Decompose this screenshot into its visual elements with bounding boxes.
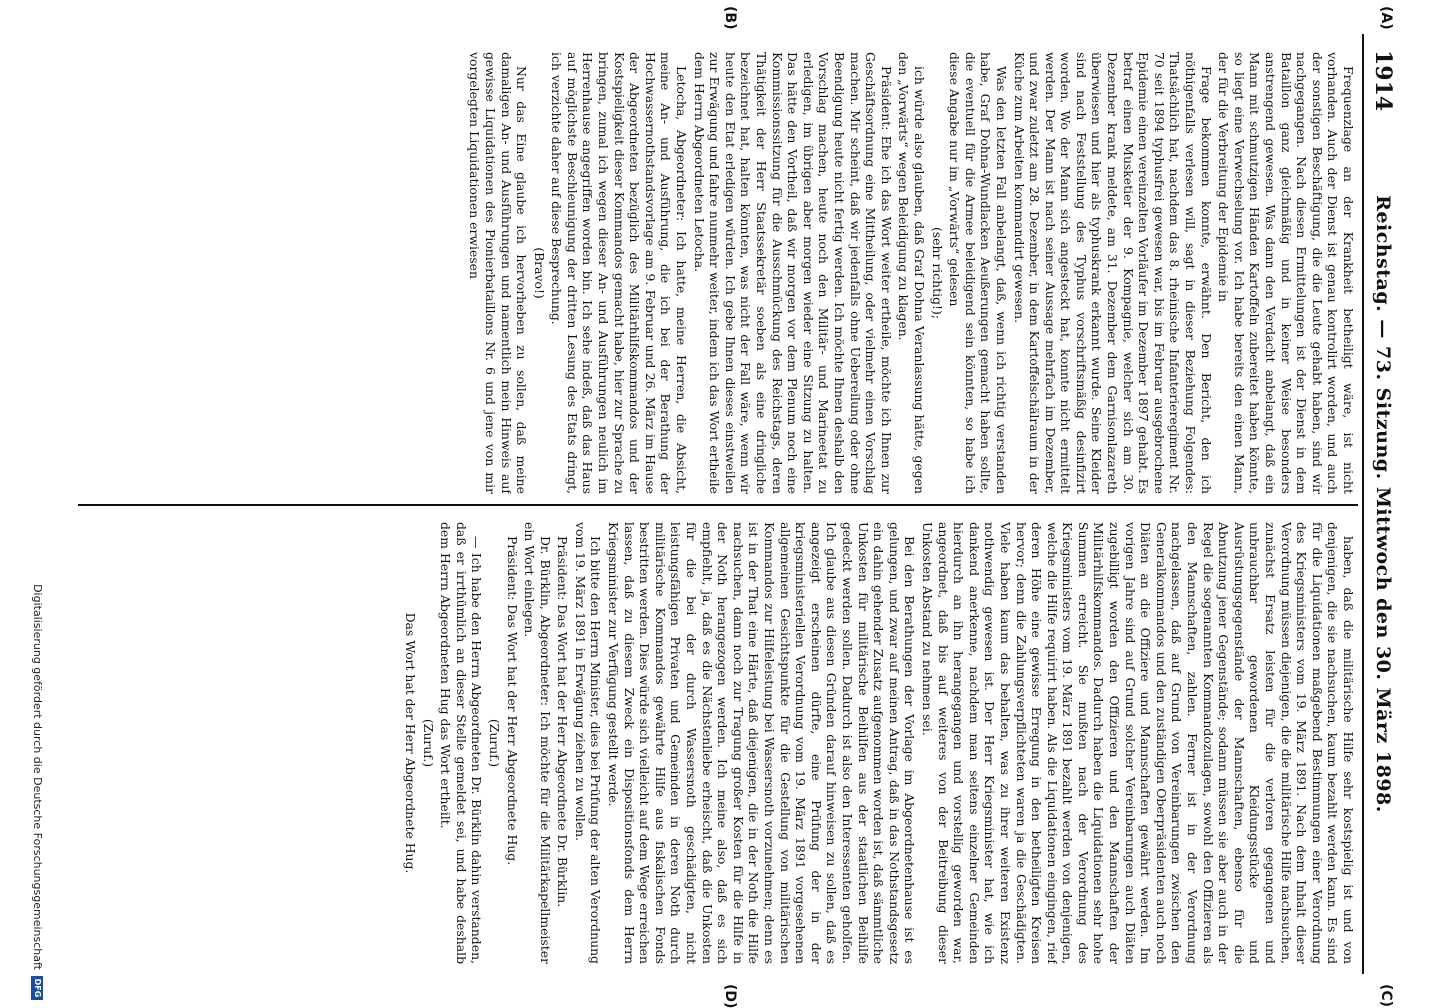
- left-column: [81, 52, 1356, 494]
- paragraph: Präsident: Das Wort hat der Herr Abgeordnete Hug.: [504, 536, 520, 866]
- paragraph: — Ich habe den Herrn Abgeordneten Dr. Bürklin dahin verstanden, daß er irrthümlich an dieser Stelle gemeldet sei, und habe deshalb dem Herrn Abgeordneten Hug das Wort ertheilt.: [438, 522, 485, 964]
- page-header: [1362, 34, 1398, 974]
- interjection: (Zuruf.): [486, 718, 502, 768]
- paragraph: Was den letzten Fall anbelangt, daß, wenn ich richtig verstanden habe, Graf Dohna-Wundlacken Aeußerungen gemacht haben sollte, die eventuell für die Armee beleidigend sein könnten, so habe ich diese Angabe nur im „Vorwärts“ gelesen: [947, 52, 1009, 494]
- paragraph: Präsident: Das Wort hat der Herr Abgeordnete Dr. Bürklin.: [555, 536, 571, 908]
- dfg-logo: DFG: [32, 976, 44, 1000]
- column-divider: [78, 504, 1358, 506]
- paragraph: Dr. Bürklin, Abgeordneter: Ich möchte für die Militärkapellmeister ein Wort einlegen.: [522, 522, 553, 964]
- interjection: (Bravo!): [531, 247, 547, 299]
- margin-marker-b: (B): [722, 6, 738, 30]
- margin-marker-d: (D): [722, 984, 738, 1008]
- running-title: Reichstag. — 73. Sitzung. Mittwoch den 30. März 1898.: [1372, 195, 1394, 813]
- paragraph: Frage bekommen konnte, erwähnt. Den Bericht, den ich nöthigenfalls verlesen will, sagt in dieser Beziehung Folgendes: Thatsächlich hat, nachdem das 8. rheinische Infanterieregiment Nr. 70 seit 1894 typhusfrei gewesen war, bis im Februar ausgebrochene Epidemie einen vereinzelten Vorläufer im Dezember 1897 gehabt. Es betraf einen Musketier der 9. Kompagnie, welcher sich am 30. Dezember krank meldete, am 31. Dezember dem Garnisonlazareth überwiesen und hier als typhuskrank erkannt wurde. Seine Kleider sind nach Feststellung des Typhus vorschriftsmäßig desinfizirt worden. Wo der Mann sich angesteckt hat, konnte nicht ermittelt werden. Der Mann ist nach seiner Aussage mehrfach im Dezember, und zwar zuletzt am 28. Dezember, in dem Kartoffelschälraum in der Küche zum Arbeiten kommandirt gewesen.: [1011, 52, 1214, 494]
- paragraph: Das Wort hat der Herr Abgeordnete Hug.: [402, 612, 418, 874]
- paragraph: Frequenzlage an der Krankheit betheiligt wäre, ist nicht vorhanden. Auch der Dienst ist genau kontrolirt worden, und auch der sonstigen Beschäftigung, die die Leute gehabt haben, sind wir nachgegangen. Nach diesen Ermittelungen ist der Dienst in dem Bataillon ganz gleichmäßig und in keiner Weise besonders anstrengend gewesen. Was dann den Verdacht anbelangt, daß ein Mann mit schmutzigen Händen Kartoffeln zubereitet haben könnte, so liegt eine Verwechselung vor. Ich habe bereits den einen Mann, der für die Verbreitung der Epidemie in: [1216, 52, 1356, 494]
- paragraph: Bei den Berathungen der Vorlage im Abgeordnetenhause ist es gelungen, und zwar auf meinen Antrag, daß in das Nothstandsgesetz ein dahin gehender Zusatz aufgenommen worden ist, daß sämmtliche Unkosten für militärische Beihilfen aus der staatlichen Beihilfe gedeckt werden sollen. Dadurch ist also den Interessenten geholfen. Ich glaube aus diesen Gründen darauf hinweisen zu sollen, daß es angezeigt erscheinen dürfte, eine Prüfung der in der kriegsministeriellen Verordnung vom 19. März 1891 vorgesehenen allgemeinen Gesichtspunkte für die Gestellung von militärischen Kommandos zur Hilfeleistung bei Wassersnoth vorzunehmen; denn es ist in der That eine Härte, daß diejenigen, die in der Noth die Hilfe nachsuchen, dann noch zur Tragung großer Kosten für die Hilfe in der Noth herangezogen werden. Ich meine also, daß es sich empfiehlt, ja, daß es die Nächstenliebe erheischt, daß die Unkosten für die bei der durch Wassersnoth geschädigten, nicht leistungsfähigen Privaten und Gemeinden in deren Noth durch militärische Kommandos gewährte Hilfe aus fiskalischen Fonds bestritten werden. Dies würde sich vielleicht auf dem Wege erreichen lassen, daß zu diesem Zweck ein Dispositionsfonds dem Herrn Kriegsminister zur Verfügung gestellt werde.: [606, 522, 918, 964]
- paragraph: Nur das Eine glaube ich hervorheben zu sollen, daß meine damaligen An- und Ausführungen und namentlich mein Hinweis auf gewisse Liquidationen des Pionierbataillons Nr. 6 und jene von mir vorgelegten Liquidationen erwiesen: [467, 52, 530, 494]
- paragraph: Präsident: Ehe ich das Wort weiter ertheile, möchte ich Ihnen zur Geschäftsordnung eine Mittheilung, oder vielmehr einen Vorschlag machen. Mir scheint, daß wir jedenfalls ohne Uebereilung oder ohne Beendigung heute nicht fertig werden. Ich möchte Ihnen deshalb den Vorschlag machen, heute noch den Militär- und Marineetat zu erledigen, im übrigen aber morgen wieder eine Sitzung zu halten. Das hätte den Vortheil, daß wir morgen vor dem Plenum noch eine Kommissionssitzung für die Ausschmückung des Reichstags, deren Thätigkeit der Herr Staatssekretär soeben als eine dringliche bezeichnet hat, halten könnten, was nicht der Fall wäre, wenn wir heute den Etat erledigen würden. Ich gebe Ihnen dieses einstweilen zur Erwägung und fahre nunmehr weiter, indem ich das Wort ertheile dem Herrn Abgeordneten Letocha.: [691, 52, 894, 494]
- page-number: 1914: [1370, 50, 1396, 112]
- paragraph: ich würde also glauben, daß Graf Dohna Veranlassung hätte, gegen den „Vorwärts“ wegen Beleidigung zu klagen.: [896, 52, 927, 494]
- margin-marker-a: (A): [1378, 6, 1394, 30]
- paragraph: haben, daß die militärische Hilfe sehr kostspielig ist und von denjenigen, die sie nachsuchen, kaum bezahlt werden kann. Es sind für die Liquidationen maßgebend Bestimmungen einer Verordnung des Kriegsministers vom 19. März 1891. Nach dem Inhalt dieser Verordnung müssen diejenigen, die die militärische Hilfe nachsuchen, zunächst Ersatz leisten für die verloren gegangenen und unbrauchbar gewordenen Kleidungsstücke und Ausrüstungsgegenstände der Mannschaften, ebenso für die Abnutzung jener Gegenstände; sodann müssen sie aber auch in der Regel die sogenannten Kommandozulagen, sowohl den Offizieren als den Mannschaften, zahlen. Ferner ist in der Verordnung nachgelassen, daß auf Grund von Vereinbarungen zwischen den Generalkommandos und den zuständigen Oberpräsidenten auch noch Diäten an die Offiziere und Mannschaften gewährt werden. Im vorigen Jahre sind auf Grund solcher Vereinbarungen auch Diäten zugebilligt worden den Offizieren und den Mannschaften der Militärhilfskommandos. Dadurch haben die Liquidationen sehr hohe Summen erreicht. Sie mußten nach der Verordnung des Kriegsministers vom 19. März 1891 bezahlt werden von denjenigen, welche die Hilfe requirirt haben. Als die Liquidationen eingingen, rief deren Höhe eine gewisse Erregung in den betheiligten Kreisen hervor; denn die Zahlungsverpflichteten waren ja die Geschädigten. Viele haben kaum das behalten, was zu ihrer weiteren Existenz nothwendig gewesen ist. Der Herr Kriegsminister hat, wie ich dankend anerkenne, nachdem man seitens einzelner Gemeinden hierdurch an ihn herangegangen und vorstellig geworden war, angeordnet, daß bis auf weiteres von der Beitreibung dieser Unkosten Abstand zu nehmen sei.: [919, 522, 1356, 964]
- interjection: (sehr richtig!);: [929, 226, 945, 320]
- credit-text: Digitalisierung gefördert durch die Deutsche Forschungsgemeinschaft: [31, 584, 44, 970]
- paragraph: Ich bitte den Herrn Minister, dies bei Prüfung der alten Verordnung vom 19. März 1891 in Erwägung ziehen zu wollen.: [572, 522, 604, 964]
- interjection: (Zuruf.): [420, 718, 436, 768]
- digitization-credit: [31, 0, 44, 1000]
- margin-marker-c: (C): [1378, 984, 1394, 1008]
- right-column: [81, 522, 1356, 964]
- document-page: [68, 6, 1398, 1008]
- paragraph: Letocha, Abgeordneter: Ich hatte, meine Herren, die Absicht, meine An- und Ausführung, die ich bei der Berathung der Hochwassernothstandsvorlage am 9. Februar und 26. März im Hause der Abgeordneten bezüglich des Militärhilfskommandos und der Kostspieligkeit dieser Kommandos gemacht habe, hier zur Sprache zu bringen, zumal ich wegen dieser An- und Ausführungen neulich im Herrenhause angegriffen worden bin. Ich sehe indeß, daß das Haus auf möglichste Beschleunigung der dritten Lesung des Etats dringt, ich verzichte daher auf diese Besprechung.: [549, 52, 690, 494]
